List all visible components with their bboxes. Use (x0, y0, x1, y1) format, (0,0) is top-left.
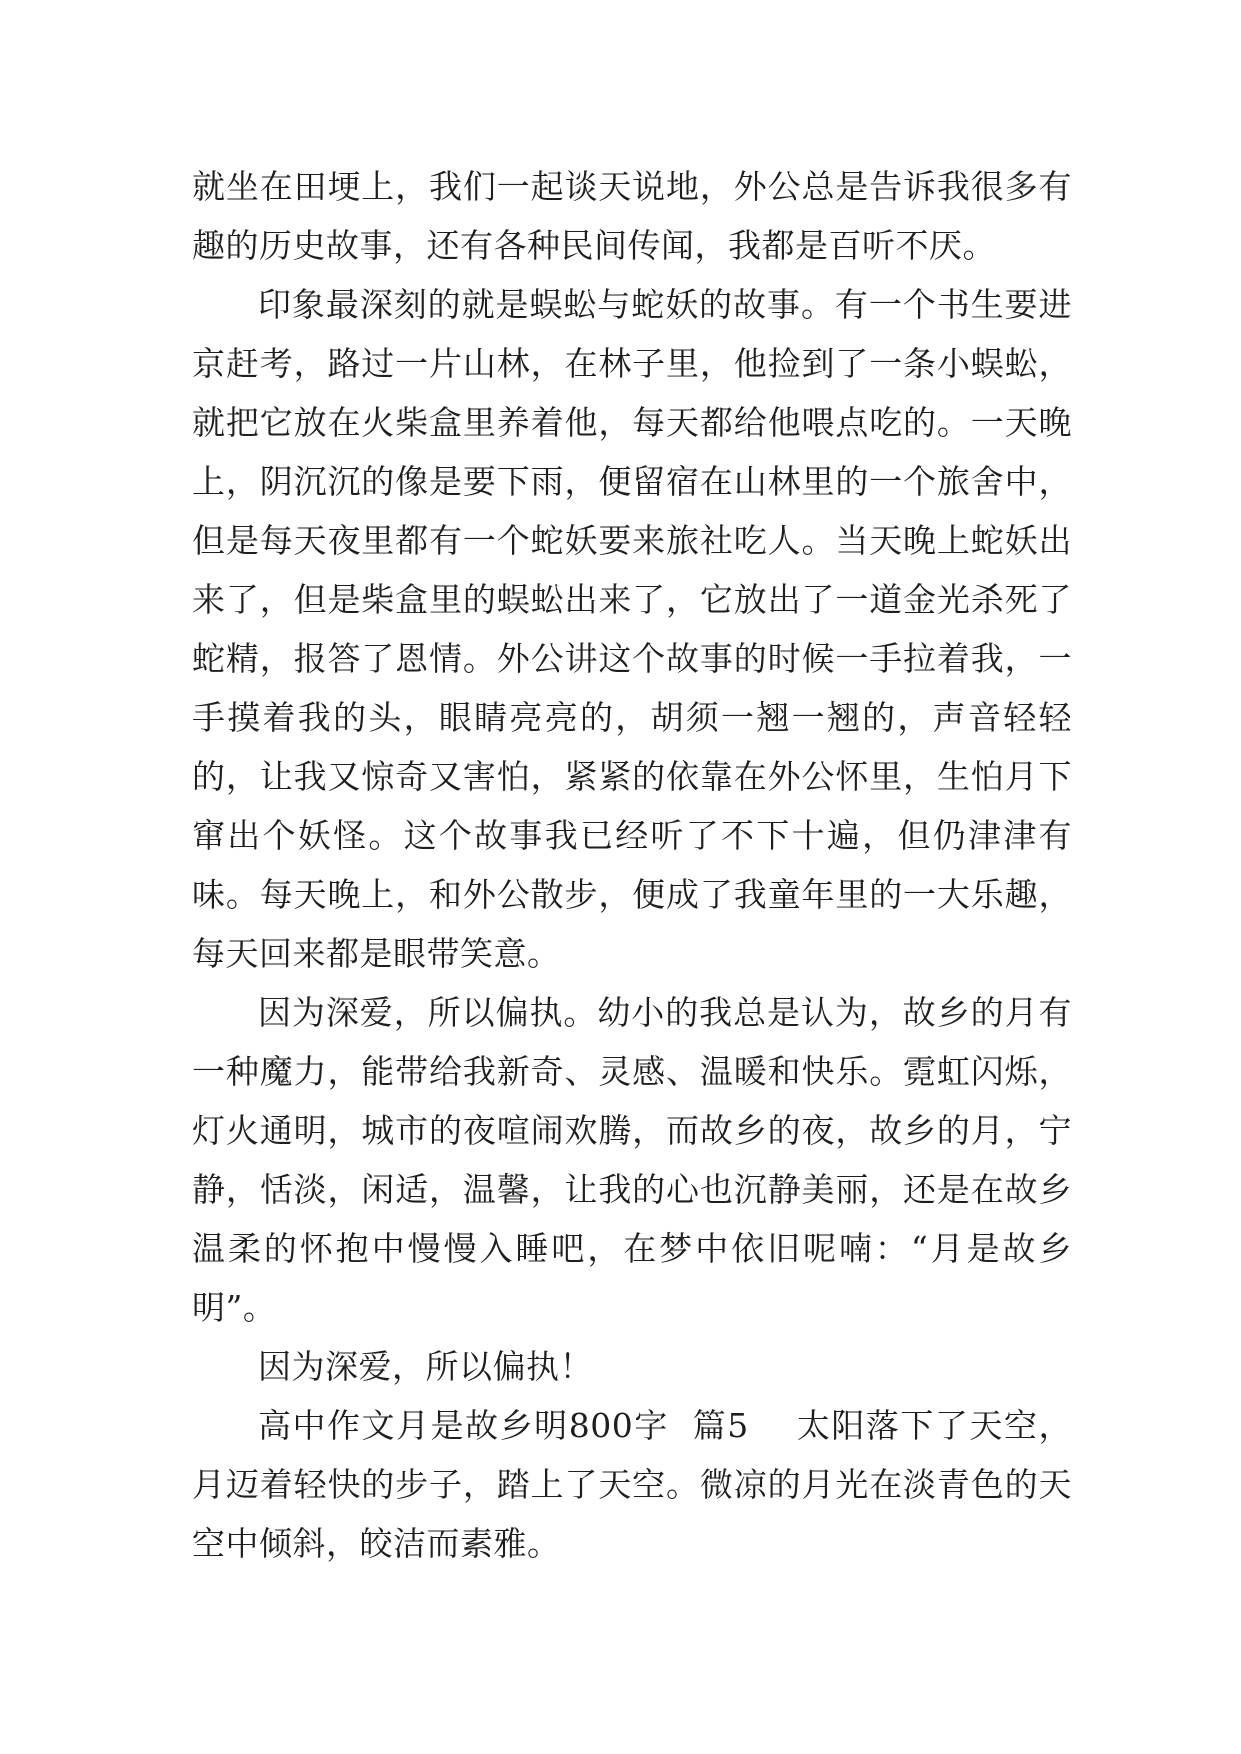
paragraph-3: 因为深爱，所以偏执。幼小的我总是认为，故乡的月有一种魔力，能带给我新奇、灵感、温暖和快乐。霓虹闪烁，灯火通明，城市的夜喧闹欢腾，而故乡的夜，故乡的月，宁静，恬淡，闲适，温馨，让我的心也沉静美丽，还是在故乡温柔的怀抱中慢慢入睡吧，在梦中依旧呢喃：“月是故乡明”。 (192, 993, 1072, 1327)
document-body (192, 157, 1072, 1573)
paragraph-5: 高中作文月是故乡明800字 篇5 太阳落下了天空，月迈着轻快的步子，踏上了天空。微凉的月光在淡青色的天空中倾斜，皎洁而素雅。 (192, 1406, 1072, 1563)
paragraph-4: 因为深爱，所以偏执！ (258, 1347, 593, 1386)
paragraph-1: 就坐在田埂上，我们一起谈天说地，外公总是告诉我很多有趣的历史故事，还有各种民间传闻，我都是百听不厌。 (192, 167, 1072, 265)
paragraph-2: 印象最深刻的就是蜈蚣与蛇妖的故事。有一个书生要进京赶考，路过一片山林，在林子里，他捡到了一条小蜈蚣，就把它放在火柴盒里养着他，每天都给他喂点吃的。一天晚上，阴沉沉的像是要下雨，便留宿在山林里的一个旅舍中，但是每天夜里都有一个蛇妖要来旅社吃人。当天晚上蛇妖出来了，但是柴盒里的蜈蚣出来了，它放出了一道金光杀死了蛇精，报答了恩情。外公讲这个故事的时候一手拉着我，一手摸着我的头，眼睛亮亮的，胡须一翘一翘的，声音轻轻的，让我又惊奇又害怕，紧紧的依靠在外公怀里，生怕月下窜出个妖怪。这个故事我已经听了不下十遍，但仍津津有味。每天晚上，和外公散步，便成了我童年里的一大乐趣，每天回来都是眼带笑意。 (192, 285, 1072, 973)
